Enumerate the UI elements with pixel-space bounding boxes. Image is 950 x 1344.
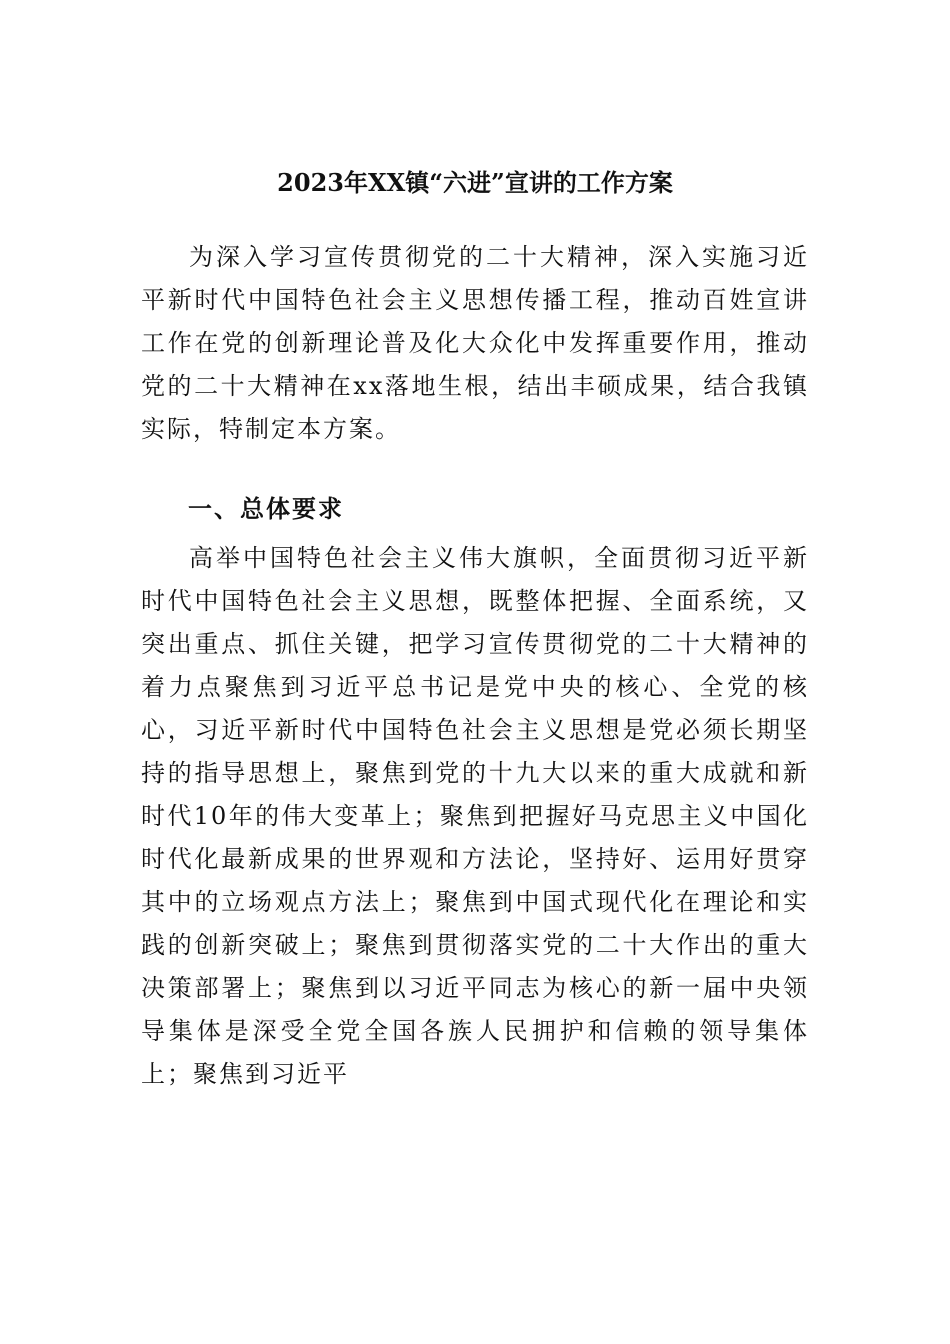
document-title: 2023年XX镇“六进”宣讲的工作方案 (277, 168, 673, 197)
section-paragraph-overall-requirements: 高举中国特色社会主义伟大旗帜，全面贯彻习近平新时代中国特色社会主义思想，既整体把握、全面系统，又突出重点、抓住关键，把学习宣传贯彻党的二十大精神的着力点聚焦到习近平总书记是党中央的核心、全党的核心，习近平新时代中国特色社会主义思想是党必须长期坚持的指导思想上，聚焦到党的十九大以来的重大成就和新时代10年的伟大变革上；聚焦到把握好马克思主义中国化时代化最新成果的世界观和方法论，坚持好、运用好贯穿其中的立场观点方法上；聚焦到中国式现代化在理论和实践的创新突破上；聚焦到贯彻落实党的二十大作出的重大决策部署上；聚焦到以习近平同志为核心的新一届中央领导集体是深受全党全国各族人民拥护和信赖的领导集体上；聚焦到习近平 (141, 544, 809, 1088)
section-heading-overall-requirements: 一、总体要求 (188, 494, 344, 523)
intro-paragraph: 为深入学习宣传贯彻党的二十大精神，深入实施习近平新时代中国特色社会主义思想传播工程，推动百姓宣讲工作在党的创新理论普及化大众化中发挥重要作用，推动党的二十大精神在xx落地生根，结出丰硕成果，结合我镇实际，特制定本方案。 (141, 243, 809, 443)
